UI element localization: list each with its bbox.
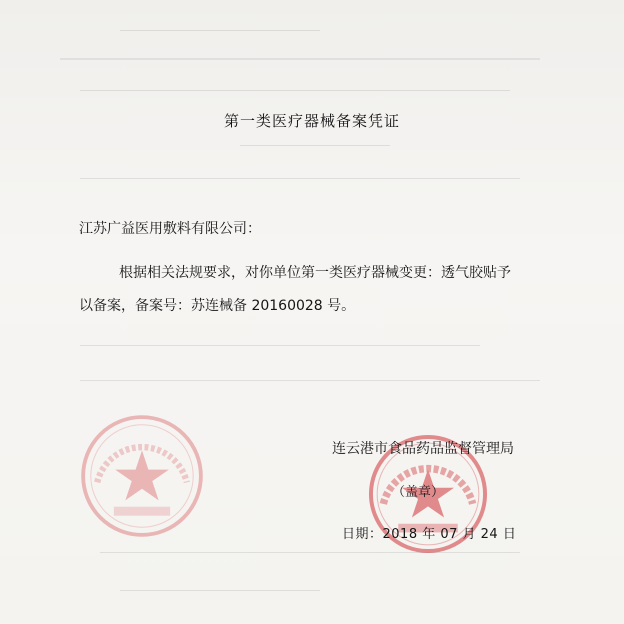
seal-label: （盖章） [392, 485, 445, 500]
bleed-through-line [80, 380, 540, 381]
red-seal-icon [78, 412, 206, 540]
bleed-through-line [240, 145, 390, 146]
addressee-line: 江苏广益医用敷料有限公司： [79, 221, 261, 237]
bleed-through-line [80, 90, 510, 91]
bleed-through-line [80, 345, 480, 346]
issuing-authority: 连云港市食品药品监督管理局 [332, 441, 514, 457]
body-text-line-1: 根据相关法规要求，对你单位第一类医疗器械变更：透气胶贴予 [119, 265, 511, 281]
bleed-through-line [120, 590, 320, 591]
bleed-through-line [80, 178, 520, 179]
body-text-line-2: 以备案，备案号：苏连械备 20160028 号。 [79, 298, 356, 314]
bleed-through-line [120, 30, 320, 31]
document-title: 第一类医疗器械备案凭证 [223, 112, 400, 130]
bleed-through-line [60, 58, 540, 60]
issue-date: 日期：2018 年 07 月 24 日 [342, 527, 517, 542]
